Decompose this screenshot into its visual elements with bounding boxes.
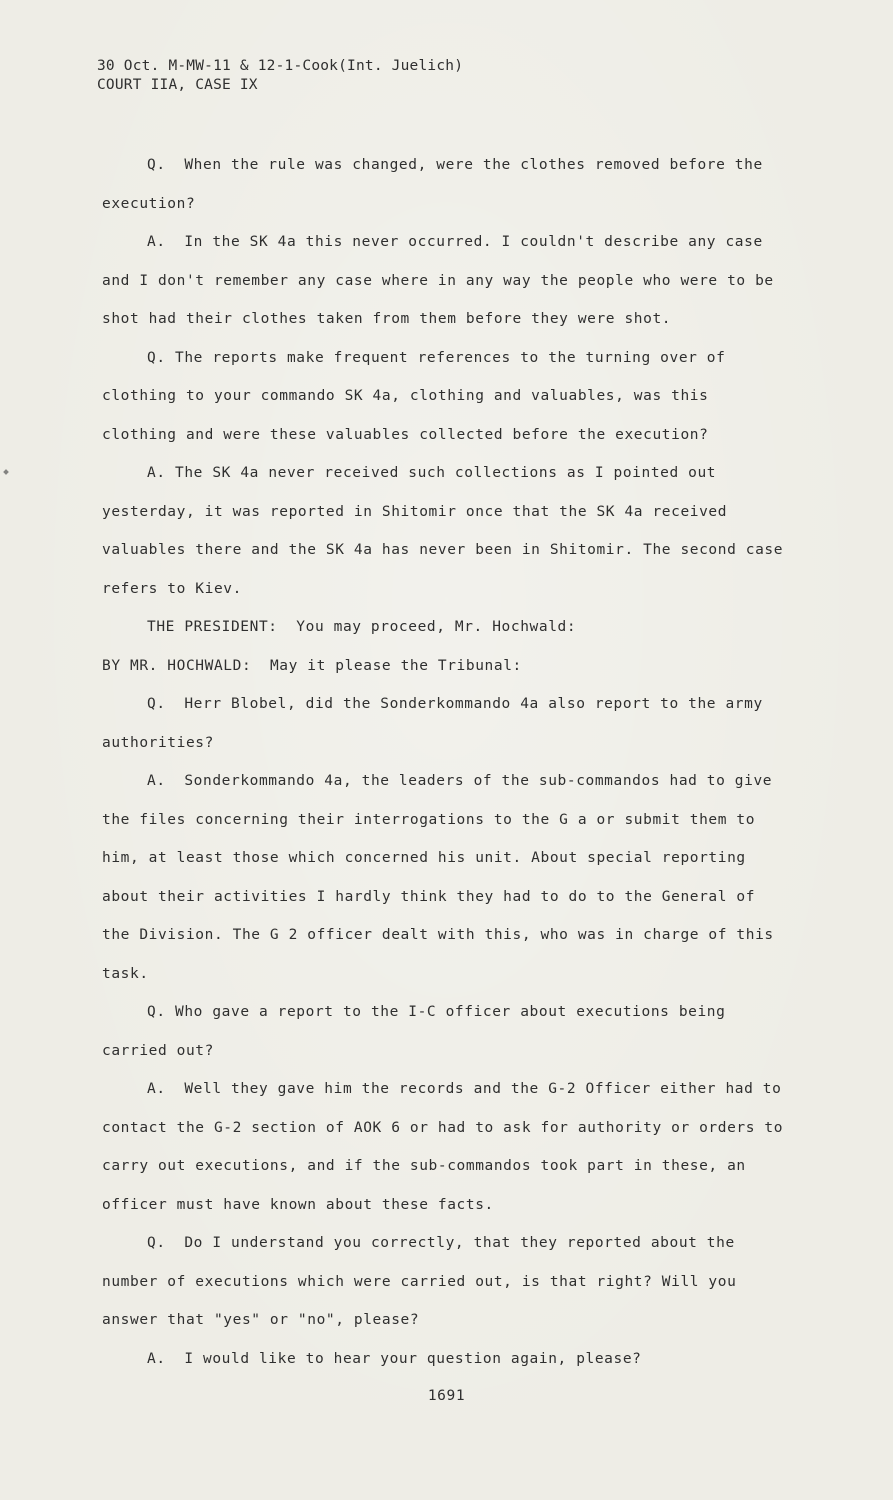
question-paragraph xyxy=(102,685,792,762)
speaker-prefix: A. xyxy=(147,773,166,789)
speaker-prefix: Q. xyxy=(147,1235,166,1251)
question-paragraph xyxy=(102,993,792,1070)
header-session-line: 30 Oct. M-MW-11 & 12-1-Cook(Int. Juelich) xyxy=(97,58,464,74)
speaker-prefix: A. xyxy=(147,234,166,250)
paragraph-text: In the SK 4a this never occurred. I couldn't describe any case and I don't remember any case where in any way the people who were to be shot had their clothes taken from them before they were shot. xyxy=(102,234,774,327)
paragraph-text: The reports make frequent references to the turning over of clothing to your commando SK 4a, clothing and valuables, was this clothing and were these valuables collected before the execution? xyxy=(102,349,726,443)
answer-paragraph xyxy=(102,762,792,993)
paragraph-text: May it please the Tribunal: xyxy=(269,657,522,674)
president-statement xyxy=(102,608,792,647)
paragraph-text: Herr Blobel, did the Sonderkommando 4a also report to the army authorities? xyxy=(102,696,763,751)
answer-paragraph xyxy=(102,454,792,608)
paragraph-text: Do I understand you correctly, that they reported about the number of executions which were carried out, is that right? Will you answer that "yes" or "no", please? xyxy=(102,1235,737,1328)
paragraph-text: Who gave a report to the I-C officer about executions being carried out? xyxy=(102,1004,726,1059)
transcript-body xyxy=(102,146,792,1378)
header-court-line: COURT IIA, CASE IX xyxy=(97,77,258,93)
speaker-prefix: Q. xyxy=(147,157,166,173)
examiner-statement xyxy=(102,647,792,686)
answer-paragraph xyxy=(102,1340,792,1379)
speaker-prefix: A. xyxy=(147,1081,166,1097)
margin-mark xyxy=(3,469,9,475)
speaker-prefix: THE PRESIDENT: xyxy=(147,619,278,635)
paragraph-text: You may proceed, Mr. Hochwald: xyxy=(296,619,577,635)
speaker-prefix: Q. xyxy=(147,1004,166,1020)
paragraph-text: Well they gave him the records and the G-2 Officer either had to contact the G-2 section of AOK 6 or had to ask for authority or orders to carry out executions, and if the sub-commandos took part in these, an officer must have known about these facts. xyxy=(102,1081,784,1213)
paragraph-text: The SK 4a never received such collections as I pointed out yesterday, it was reported in Shitomir once that the SK 4a received valuables there and the SK 4a has never been in Shitomir. The second case refers to Kiev. xyxy=(102,465,784,597)
question-paragraph xyxy=(102,146,792,223)
paragraph-text: I would like to hear your question again, please? xyxy=(184,1350,642,1367)
page-number: 1691 xyxy=(427,1388,466,1404)
speaker-prefix: BY MR. HOCHWALD: xyxy=(102,657,252,674)
answer-paragraph xyxy=(102,1070,792,1224)
speaker-prefix: Q. xyxy=(147,696,166,712)
paragraph-text: When the rule was changed, were the clothes removed before the execution? xyxy=(102,157,763,212)
question-paragraph xyxy=(102,339,792,455)
speaker-prefix: A. xyxy=(147,1350,166,1367)
question-paragraph xyxy=(102,1224,792,1340)
answer-paragraph xyxy=(102,223,792,339)
paragraph-text: Sonderkommando 4a, the leaders of the sub-commandos had to give the files concerning their interrogations to the G a or submit them to him, at least those which concerned his unit. About special reporting about their activities I hardly think they had to do to the General of the Division. The G 2 officer dealt with this, who was in charge of this task. xyxy=(102,773,774,982)
speaker-prefix: A. xyxy=(147,465,166,481)
transcript-header xyxy=(97,57,463,95)
speaker-prefix: Q. xyxy=(147,349,166,366)
